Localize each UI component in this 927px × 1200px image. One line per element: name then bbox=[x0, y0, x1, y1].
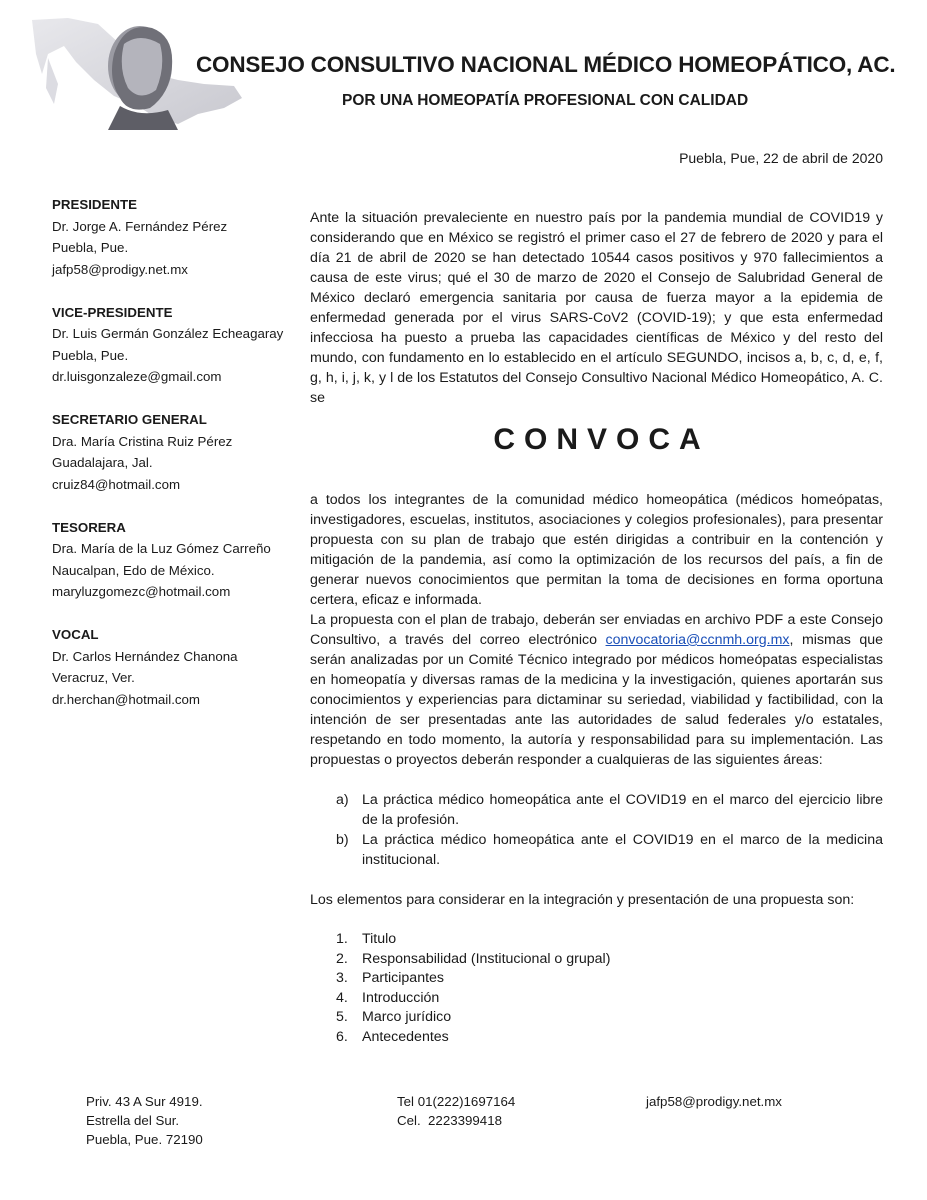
elements-intro: Los elementos para considerar en la integración y presentación de una propuesta son: bbox=[310, 892, 855, 908]
address-line: Puebla, Pue. 72190 bbox=[86, 1132, 203, 1147]
member-email: cruiz84@hotmail.com bbox=[52, 476, 181, 492]
board-member-vice-president bbox=[52, 302, 302, 388]
area-item-a bbox=[336, 790, 883, 830]
area-item-b bbox=[336, 830, 883, 870]
area-text: La práctica médico homeopática ante el COVID19 en el marco del ejercicio libre de la profesión. bbox=[362, 792, 883, 828]
submission-email-link[interactable]: convocatoria@ccnmh.org.mx bbox=[605, 632, 790, 648]
member-name: Dr. Carlos Hernández Chanona bbox=[52, 648, 238, 664]
member-city: Veracruz, Ver. bbox=[52, 670, 135, 685]
board-member-treasurer bbox=[52, 517, 302, 603]
member-city: Puebla, Pue. bbox=[52, 240, 129, 255]
submission-paragraph bbox=[310, 610, 883, 770]
board-sidebar bbox=[52, 194, 302, 732]
member-name: Dr. Luis Germán González Echeagaray bbox=[52, 326, 284, 341]
element-number: 5. bbox=[336, 1009, 348, 1025]
role-title: VICE-PRESIDENTE bbox=[52, 304, 173, 320]
element-item bbox=[336, 930, 883, 950]
organization-subtitle: POR UNA HOMEOPATÍA PROFESIONAL CON CALIDAD bbox=[342, 92, 749, 109]
element-item bbox=[336, 1028, 883, 1048]
element-text: Responsabilidad (Institucional o grupal) bbox=[362, 950, 611, 967]
convoca-heading: CONVOCA bbox=[493, 423, 710, 456]
element-text: Marco jurídico bbox=[362, 1009, 452, 1025]
element-number: 3. bbox=[336, 970, 348, 986]
member-email: jafp58@prodigy.net.mx bbox=[52, 261, 188, 277]
address-line: Estrella del Sur. bbox=[86, 1113, 180, 1128]
element-number: 1. bbox=[336, 931, 348, 947]
footer-phones bbox=[397, 1092, 515, 1130]
footer-email: jafp58@prodigy.net.mx bbox=[646, 1094, 782, 1109]
submission-text-end: , mismas que serán analizadas por un Comité Técnico integrado por médicos homeópatas especialistas en homeopatía y diversas ramas de la medicina y la investigación, quienes aportarán sus conocimientos y experiencias para dictaminar su seriedad, viabilidad y factibilidad, con la intención de ser presentadas ante las autoridades de salud federales y/o estatales, respetando en todo momento, la autoría y responsabilidad para su implementación. Las propuestas o proyectos deberán responder a cualquieras de las siguientes áreas: bbox=[310, 632, 883, 768]
member-name: Dra. María Cristina Ruiz Pérez bbox=[52, 433, 233, 449]
board-member-president bbox=[52, 194, 302, 280]
element-number: 6. bbox=[336, 1028, 348, 1045]
member-city: Puebla, Pue. bbox=[52, 347, 129, 363]
letter-body bbox=[310, 208, 883, 1047]
area-letter: b) bbox=[336, 832, 349, 848]
element-item bbox=[336, 950, 883, 970]
organization-title: CONSEJO CONSULTIVO NACIONAL MÉDICO HOMEOPÁTICO, AC. bbox=[196, 52, 896, 77]
element-text: Introducción bbox=[362, 989, 440, 1006]
role-title: TESORERA bbox=[52, 519, 126, 535]
element-number: 2. bbox=[336, 950, 348, 967]
footer-address bbox=[86, 1092, 203, 1149]
member-city: Naucalpan, Edo de México. bbox=[52, 562, 215, 578]
area-letter: a) bbox=[336, 792, 349, 808]
address-line: Priv. 43 A Sur 4919. bbox=[86, 1094, 203, 1109]
invitation-paragraph: a todos los integrantes de la comunidad médico homeopática (médicos homeópatas, investigadores, escuelas, institutos, asociaciones y colegios profesionales), para presentar propuesta con su plan de trabajo que estén dirigidas a contribuir en la contención y mitigación de la pandemia, así como la optimización de los recursos del país, a fin de generar nuevos conocimientos que permitan la toma de decisiones en forma oportuna certera, eficaz e informada. bbox=[310, 492, 883, 608]
element-text: Participantes bbox=[362, 970, 445, 986]
role-title: VOCAL bbox=[52, 627, 99, 642]
element-text: Antecedentes bbox=[362, 1028, 449, 1045]
role-title: SECRETARIO GENERAL bbox=[52, 412, 207, 427]
element-text: Titulo bbox=[362, 931, 397, 947]
phone-line: Tel 01(222)1697164 bbox=[397, 1094, 516, 1109]
intro-paragraph: Ante la situación prevaleciente en nuestro país por la pandemia mundial de COVID19 y considerando que en México se registró el primer caso el 27 de febrero de 2020 y para el día 21 de abril de 2020 se han detectado 10544 casos positivos y 970 fallecimientos a causa de este virus; qué el 30 de marzo de 2020 el Consejo de Salubridad General de México declaró emergencia sanitaria por causa de fuerza mayor a la epidemia de enfermedad generada por el virus SARS-CoV2 (COVID-19); y que esta enfermedad infecciosa ha puesto a prueba las capacidades científicas de México y del resto del mundo, con fundamento en lo establecido en el artículo SEGUNDO, incisos a, b, c, d, e, f, g, h, i, j, k, y l de los Estatutos del Consejo Consultivo Nacional Médico Homeopático, A. C. se bbox=[310, 210, 883, 406]
member-name: Dr. Jorge A. Fernández Pérez bbox=[52, 218, 228, 234]
phone-line: Cel. 2223399418 bbox=[397, 1113, 502, 1128]
element-number: 4. bbox=[336, 989, 348, 1006]
member-city: Guadalajara, Jal. bbox=[52, 455, 153, 470]
element-item bbox=[336, 1008, 883, 1028]
element-item bbox=[336, 969, 883, 989]
element-item bbox=[336, 989, 883, 1009]
member-email: maryluzgomezc@hotmail.com bbox=[52, 584, 231, 599]
board-member-secretary bbox=[52, 409, 302, 495]
role-title: PRESIDENTE bbox=[52, 197, 137, 212]
member-name: Dra. María de la Luz Gómez Carreño bbox=[52, 541, 271, 556]
board-member-vocal bbox=[52, 624, 302, 710]
area-text: La práctica médico homeopática ante el COVID19 en el marco de la medicina institucional. bbox=[362, 832, 883, 868]
member-email: dr.luisgonzaleze@gmail.com bbox=[52, 369, 222, 384]
date-line: Puebla, Pue, 22 de abril de 2020 bbox=[679, 150, 883, 166]
submission-text-start: La propuesta con el plan de trabajo, deberán ser enviadas en archivo PDF a este Consejo Consultivo, a través del correo electrónico bbox=[310, 612, 883, 648]
member-email: dr.herchan@hotmail.com bbox=[52, 691, 201, 707]
